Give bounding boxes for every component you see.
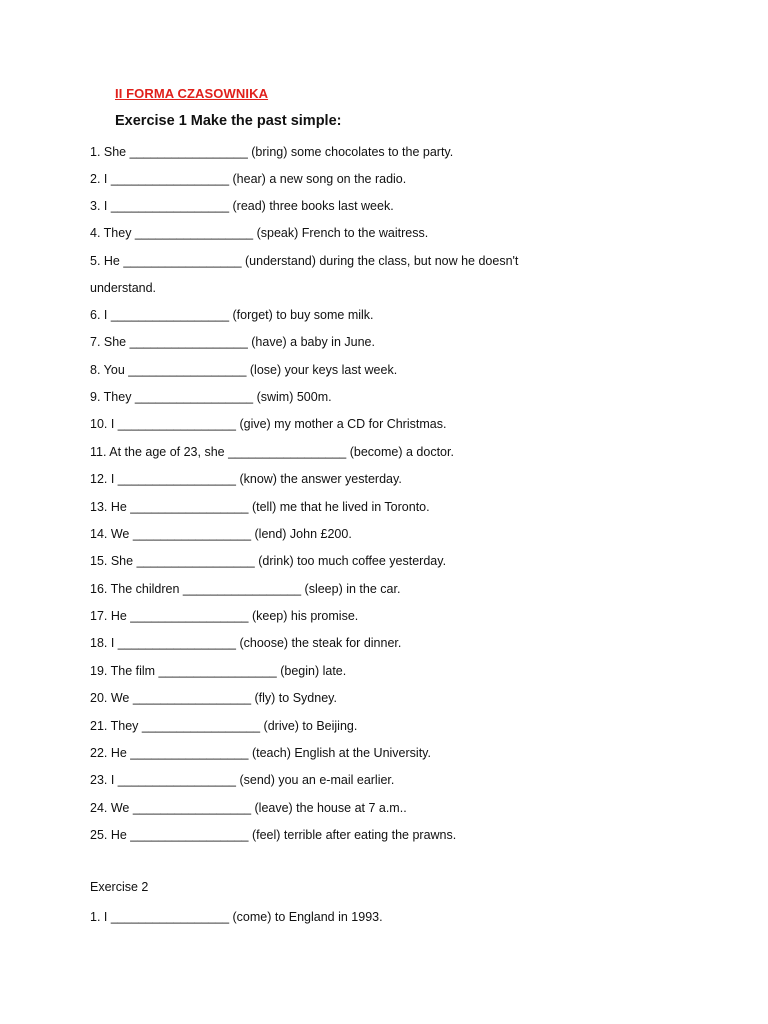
exercise-1-item: 6. I _________________ (forget) to buy some milk. xyxy=(90,308,374,322)
exercise-1-item: 17. He _________________ (keep) his promise. xyxy=(90,609,359,623)
exercise-1-item: 22. He _________________ (teach) English at the University. xyxy=(90,746,431,760)
exercise-1-item: 10. I _________________ (give) my mother a CD for Christmas. xyxy=(90,417,447,431)
exercise-1-item: 14. We _________________ (lend) John £200. xyxy=(90,527,352,541)
exercise-1-item: 20. We _________________ (fly) to Sydney. xyxy=(90,691,337,705)
exercise-1-item: 8. You _________________ (lose) your keys last week. xyxy=(90,363,398,377)
exercise-1-item: 13. He _________________ (tell) me that he lived in Toronto. xyxy=(90,500,430,514)
exercise-1-item: 23. I _________________ (send) you an e-mail earlier. xyxy=(90,773,395,787)
exercise-1-item: 15. She _________________ (drink) too much coffee yesterday. xyxy=(90,554,447,568)
exercise-1-item-continuation: understand. xyxy=(90,281,157,295)
exercise-1-item: 11. At the age of 23, she _________________ (become) a doctor. xyxy=(90,445,454,459)
exercise-1-item: 18. I _________________ (choose) the steak for dinner. xyxy=(90,636,402,650)
exercise-1-item: 4. They _________________ (speak) French to the waitress. xyxy=(90,226,429,240)
exercise-2-item: 1. I _________________ (come) to England in 1993. xyxy=(90,910,383,924)
exercise-1-item: 12. I _________________ (know) the answer yesterday. xyxy=(90,472,402,486)
exercise-1-item: 24. We _________________ (leave) the house at 7 a.m.. xyxy=(90,801,407,815)
exercise-1-item: 2. I _________________ (hear) a new song on the radio. xyxy=(90,172,407,186)
exercise-1-item: 3. I _________________ (read) three books last week. xyxy=(90,199,394,213)
exercise-1-item: 21. They _________________ (drive) to Beijing. xyxy=(90,719,358,733)
exercise-1-item: 16. The children _________________ (sleep) in the car. xyxy=(90,582,401,596)
exercise-2-title: Exercise 2 xyxy=(90,880,149,894)
exercise-1-item: 1. She _________________ (bring) some chocolates to the party. xyxy=(90,145,454,159)
exercise-1-item: 9. They _________________ (swim) 500m. xyxy=(90,390,332,404)
exercise-1-item: 5. He _________________ (understand) during the class, but now he doesn't xyxy=(90,254,519,268)
exercise-1-item: 19. The film _________________ (begin) late. xyxy=(90,664,347,678)
document-heading: II FORMA CZASOWNIKA xyxy=(115,86,269,101)
exercise-1-title: Exercise 1 Make the past simple: xyxy=(115,113,342,129)
exercise-1-item: 7. She _________________ (have) a baby in June. xyxy=(90,335,375,349)
exercise-1-item: 25. He _________________ (feel) terrible after eating the prawns. xyxy=(90,828,457,842)
